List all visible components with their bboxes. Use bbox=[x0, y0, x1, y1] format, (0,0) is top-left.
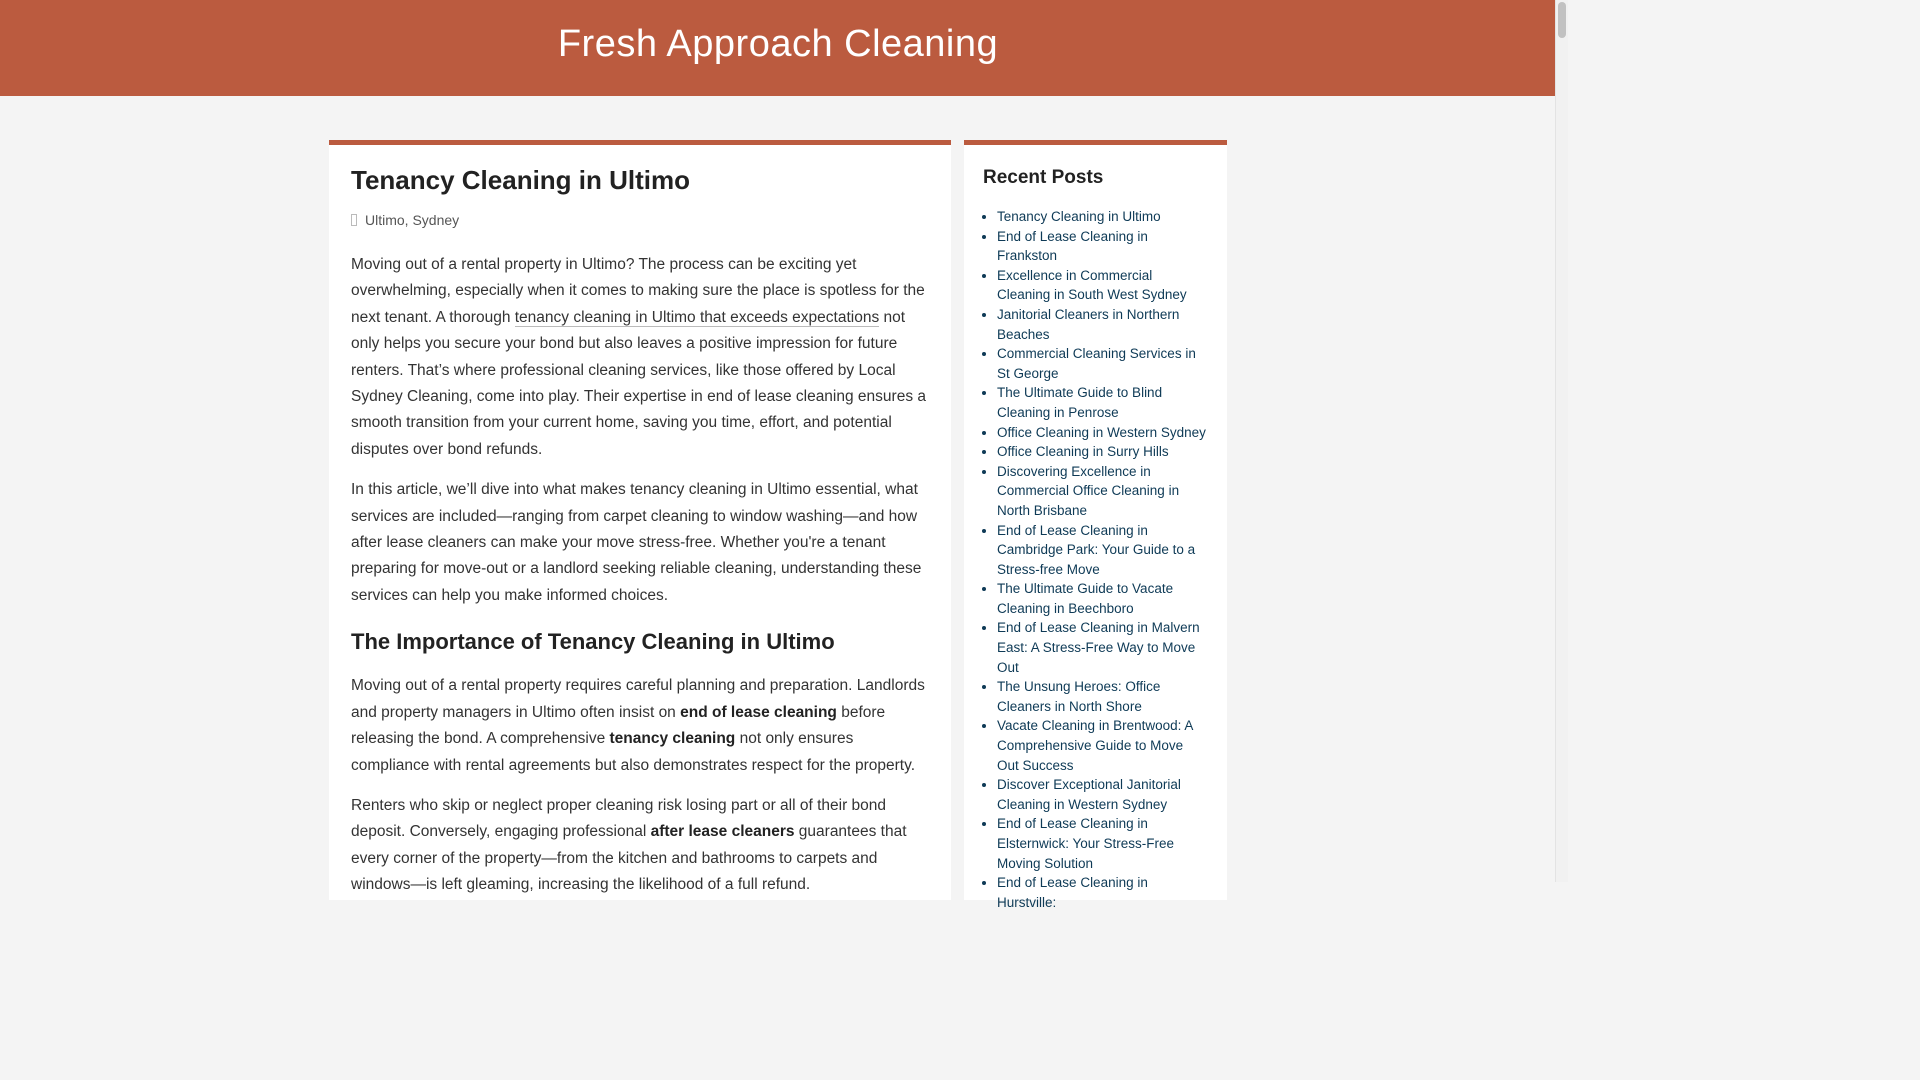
list-item bbox=[997, 814, 1208, 873]
recent-post-link[interactable]: The Ultimate Guide to Vacate Cleaning in Beechboro bbox=[997, 581, 1174, 616]
list-item bbox=[997, 305, 1208, 344]
paragraph-text: not only ensures compliance with rental agreements but also demonstrates respect for the property. bbox=[351, 730, 916, 774]
recent-post-link[interactable]: End of Lease Cleaning in Frankston bbox=[997, 228, 1148, 264]
recent-post-link[interactable]: End of Lease Cleaning in Elsternwick: Your Stress-Free Moving Solution bbox=[997, 816, 1175, 871]
list-item bbox=[997, 266, 1208, 305]
recent-post-link[interactable]: Discovering Excellence in Commercial Office Cleaning in North Brisbane bbox=[997, 463, 1180, 518]
recent-posts-title: Recent Posts bbox=[983, 167, 1104, 188]
folder-icon bbox=[351, 214, 357, 226]
paragraph-text: guarantees that every corner of the property—from the kitchen and bathrooms to carpets and windows—is left gleaming, increasing the likelihood of a full refund. bbox=[351, 823, 907, 894]
site-title[interactable]: Fresh Approach Cleaning bbox=[557, 22, 999, 65]
paragraph-bond bbox=[351, 793, 929, 899]
recent-post-link[interactable]: Janitorial Cleaners in Northern Beaches bbox=[997, 306, 1180, 342]
recent-post-link[interactable]: The Unsung Heroes: Office Cleaners in North Shore bbox=[997, 679, 1161, 714]
bold-text: tenancy cleaning bbox=[609, 730, 736, 748]
bold-text: end of lease cleaning bbox=[680, 703, 837, 721]
recent-post-link[interactable]: Commercial Cleaning Services in St George bbox=[997, 346, 1196, 381]
bold-text: after lease cleaners bbox=[650, 823, 795, 841]
section-heading: The Importance of Tenancy Cleaning in Ultimo bbox=[351, 629, 835, 655]
post-content bbox=[351, 252, 929, 899]
list-item bbox=[997, 423, 1208, 443]
scrollbar[interactable] bbox=[1555, 0, 1568, 882]
list-item bbox=[997, 442, 1208, 462]
recent-post-link[interactable]: Office Cleaning in Surry Hills bbox=[997, 444, 1169, 460]
list-item bbox=[997, 462, 1208, 521]
recent-post-link[interactable]: End of Lease Cleaning in Hurstville: bbox=[997, 875, 1148, 910]
list-item bbox=[997, 775, 1208, 814]
recent-posts-list bbox=[983, 207, 1208, 912]
paragraph-text: not only helps you secure your bond but also leaves a positive impression for future renters. That’s where professional cleaning services, like those offered by Local Sydney Cleaning, come into play. Their expertise in end of lease cleaning ensures a smooth transition from your current home, saving you time, effort, and potential disputes over bond refunds. bbox=[351, 308, 926, 458]
list-item bbox=[997, 521, 1208, 580]
tenancy-cleaning-link[interactable]: tenancy cleaning in Ultimo that exceeds expectations bbox=[514, 308, 880, 326]
recent-post-link[interactable]: End of Lease Cleaning in Malvern East: A Stress-Free Way to Move Out bbox=[997, 620, 1200, 675]
list-item bbox=[997, 227, 1208, 266]
recent-post-link[interactable]: Tenancy Cleaning in Ultimo bbox=[997, 209, 1161, 224]
paragraph-article-overview: In this article, we’ll dive into what makes tenancy cleaning in Ultimo essential, what services are included—ranging from carpet cleaning to window washing—and how after lease cleaners can make your move stress-free. Whether you're a tenant preparing for move-out or a landlord seeking reliable cleaning, understanding these services can help you make informed choices. bbox=[351, 481, 922, 604]
recent-post-link[interactable]: Office Cleaning in Western Sydney bbox=[997, 424, 1206, 440]
list-item bbox=[997, 207, 1208, 227]
recent-post-link[interactable]: Excellence in Commercial Cleaning in South West Sydney bbox=[997, 267, 1187, 303]
list-item bbox=[997, 716, 1208, 775]
recent-post-link[interactable]: Vacate Cleaning in Brentwood: A Comprehensive Guide to Move Out Success bbox=[997, 718, 1193, 773]
paragraph-text: Renters who skip or neglect proper cleaning risk losing part or all of their bond deposit. Conversely, engaging professional bbox=[351, 796, 887, 841]
paragraph-intro bbox=[351, 252, 929, 463]
list-item bbox=[997, 677, 1208, 716]
list-item bbox=[997, 383, 1208, 422]
recent-post-link[interactable]: End of Lease Cleaning in Cambridge Park: Your Guide to a Stress-free Move bbox=[997, 522, 1196, 577]
paragraph-text: Moving out of a rental property requires careful planning and preparation. Landlords and property managers in Ultimo often insist on bbox=[351, 677, 925, 721]
article-card bbox=[329, 140, 951, 900]
recent-post-link[interactable]: Discover Exceptional Janitorial Cleaning in Western Sydney bbox=[997, 777, 1181, 812]
list-item bbox=[997, 873, 1208, 912]
paragraph-text: before releasing the bond. A comprehensive bbox=[351, 703, 886, 748]
recent-post-link[interactable]: The Ultimate Guide to Blind Cleaning in Penrose bbox=[997, 385, 1163, 420]
list-item bbox=[997, 344, 1208, 383]
list-item bbox=[997, 618, 1208, 677]
paragraph-importance bbox=[351, 673, 929, 779]
list-item bbox=[997, 579, 1208, 618]
scrollbar-thumb[interactable] bbox=[1558, 2, 1566, 38]
post-meta bbox=[351, 212, 929, 228]
sidebar bbox=[964, 140, 1227, 910]
post-title: Tenancy Cleaning in Ultimo bbox=[351, 165, 691, 195]
site-header bbox=[0, 0, 1556, 96]
post-categories[interactable]: Ultimo, Sydney bbox=[365, 212, 460, 228]
paragraph-text: Moving out of a rental property in Ultimo? The process can be exciting yet overwhelming, especially when it comes to making sure the place is spotless for the next tenant. A thorough bbox=[351, 256, 925, 326]
